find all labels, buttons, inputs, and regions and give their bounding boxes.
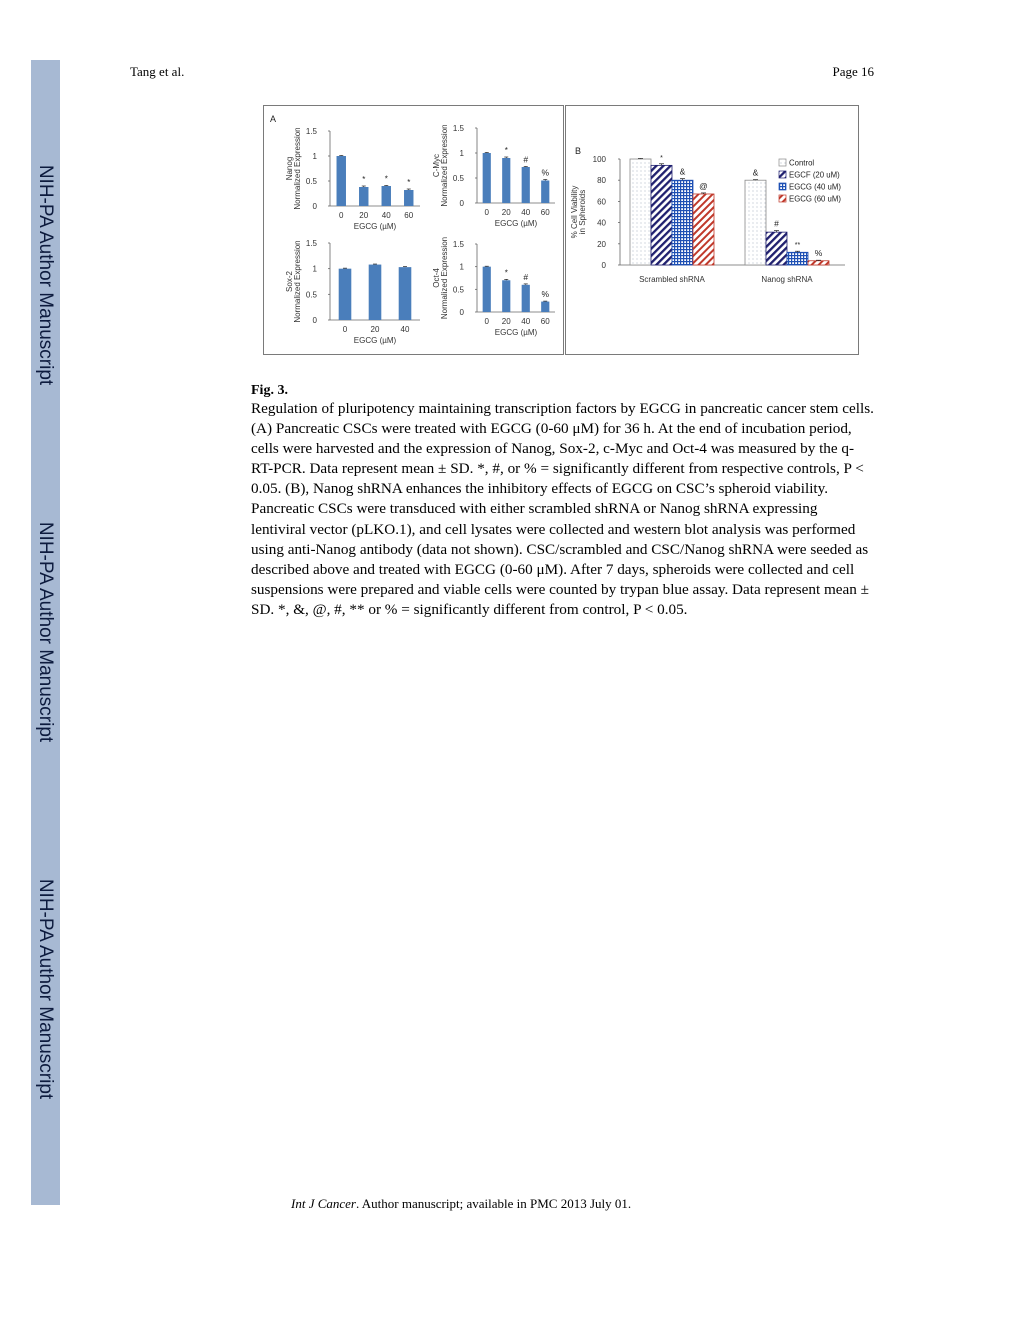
significance-mark: * — [504, 146, 508, 155]
panel-a-label: A — [270, 114, 277, 124]
bar — [522, 167, 530, 203]
x-tick-label: 0 — [339, 211, 344, 220]
x-tick-label: 60 — [404, 211, 414, 220]
y-axis-label-line1: % Cell Viability — [570, 185, 579, 239]
y-axis-label-gene: C-Myc — [432, 153, 441, 178]
y-tick-label: 0.5 — [305, 177, 317, 186]
footer-availability: . Author manuscript; available in PMC 2013 July 01. — [355, 1196, 632, 1211]
legend-swatch — [779, 183, 786, 190]
journal-name: Int J Cancer — [291, 1196, 356, 1211]
x-tick-label: 20 — [359, 211, 369, 220]
running-head-author: Tang et al. — [130, 64, 185, 79]
y-tick-label: 1 — [459, 149, 464, 158]
legend-label: EGCG (60 uM) — [789, 194, 841, 204]
y-tick-label: 1.5 — [305, 239, 317, 248]
bar — [399, 267, 412, 320]
significance-mark: * — [407, 178, 411, 187]
significance-mark: % — [814, 248, 823, 259]
bar — [369, 265, 382, 320]
y-tick-label: 0.5 — [305, 290, 317, 300]
y-tick-label: 60 — [597, 197, 606, 207]
y-tick-label: 40 — [597, 218, 606, 228]
figure-label: Fig. 3. — [251, 383, 288, 398]
y-axis-label-metric: Normalized Expression — [440, 236, 449, 320]
x-tick-label: 0 — [484, 208, 489, 217]
x-axis-label: EGCG (µM) — [494, 328, 538, 337]
x-tick-label: 20 — [501, 317, 511, 326]
y-axis-label-gene: Oct-4 — [432, 268, 441, 288]
bar — [766, 232, 787, 265]
category-label: Nanog shRNA — [761, 275, 813, 284]
x-tick-label: 60 — [540, 208, 550, 217]
bar — [382, 186, 391, 206]
figure-3 — [263, 105, 860, 356]
y-tick-label: 20 — [597, 239, 606, 249]
bar — [630, 159, 651, 265]
category-label: Scrambled shRNA — [639, 275, 705, 284]
significance-mark: % — [541, 167, 550, 178]
significance-mark: & — [752, 167, 759, 178]
bar — [337, 156, 346, 206]
bar — [502, 158, 510, 203]
bar — [787, 252, 808, 265]
legend-swatch — [779, 171, 786, 178]
x-tick-label: 40 — [521, 208, 531, 217]
significance-mark: * — [384, 174, 388, 184]
y-tick-label: 0 — [459, 308, 464, 317]
legend-swatch — [779, 159, 786, 166]
panel-a-frame — [264, 106, 564, 355]
x-axis-label: EGCG (µM) — [353, 222, 397, 231]
y-tick-label: 1 — [312, 152, 317, 161]
significance-mark: * — [362, 175, 366, 184]
legend-label: EGCG (40 uM) — [789, 182, 841, 192]
x-tick-label: 0 — [342, 325, 348, 334]
y-tick-label: 100 — [592, 155, 606, 164]
bar — [541, 302, 549, 312]
panel-b-label: B — [575, 146, 582, 156]
y-tick-label: 1.5 — [452, 240, 464, 249]
x-tick-label: 40 — [400, 325, 410, 334]
significance-mark: * — [504, 268, 508, 278]
bar — [672, 180, 693, 265]
significance-mark: * — [660, 154, 663, 162]
x-tick-label: 20 — [501, 208, 511, 217]
x-axis-label: EGCG (µM) — [353, 336, 397, 345]
y-tick-label: 0.5 — [452, 285, 464, 295]
y-axis-label-metric: Normalized Expression — [293, 127, 302, 210]
y-tick-label: 0.5 — [452, 174, 464, 183]
significance-mark: @ — [699, 180, 708, 191]
y-tick-label: 0 — [601, 261, 606, 270]
x-tick-label: 40 — [521, 317, 531, 326]
significance-mark: # — [523, 271, 529, 282]
y-tick-label: 1 — [459, 262, 464, 272]
legend-swatch — [779, 195, 786, 202]
y-axis-label-gene: Sox-2 — [285, 271, 294, 292]
bar — [502, 280, 510, 312]
x-tick-label: 60 — [540, 317, 550, 326]
significance-mark: # — [523, 154, 529, 165]
bar — [745, 180, 766, 265]
y-tick-label: 80 — [597, 176, 606, 186]
bar — [483, 267, 491, 312]
legend-label: EGCF (20 uM) — [789, 170, 840, 180]
bar — [339, 269, 352, 320]
y-axis-label-gene: Nanog — [285, 156, 294, 181]
y-axis-label-line2: in Spheroids — [578, 189, 587, 235]
x-axis-label: EGCG (µM) — [494, 219, 538, 228]
legend-label: Control — [789, 158, 815, 168]
footer-citation — [291, 1196, 631, 1212]
bar — [483, 153, 491, 203]
y-tick-label: 1.5 — [452, 124, 464, 133]
bar — [651, 165, 672, 265]
y-axis-label-metric: Normalized Expression — [293, 240, 302, 323]
bar — [693, 194, 714, 265]
bar — [541, 181, 549, 204]
bar — [404, 190, 413, 206]
significance-mark: % — [541, 289, 550, 300]
y-tick-label: 0 — [312, 202, 317, 211]
x-tick-label: 40 — [381, 211, 391, 220]
x-tick-label: 20 — [370, 325, 380, 334]
y-tick-label: 0 — [312, 316, 317, 325]
bar — [522, 285, 530, 312]
bar — [359, 187, 368, 206]
y-tick-label: 1.5 — [305, 127, 317, 136]
significance-mark: # — [774, 218, 779, 229]
figure-caption: Regulation of pluripotency maintaining transcription factors by EGCG in pancreatic cancer stem cells. (A) Pancreatic CSCs were treated with EGCG (0-60 μM) for 36 h. At the end of incubation period, cells were harvested and the expression of Nanog, Sox-2, c-Myc and Oct-4 was measured by the q-RT-PCR. Data represent mean ± SD. *, #, or % = significantly different from respective controls, P < 0.05. (B), Nanog shRNA enhances the inhibitory effects of EGCG on CSC’s spheroid viability. Pancreatic CSCs were transduced with either scrambled shRNA or Nanog shRNA expressing lentiviral vector (pLKO.1), and cell lysates were collected and western blot analysis was performed using anti-Nanog antibody (data not shown). CSC/scrambled and CSC/Nanog shRNA were seeded as described above and treated with EGCG (0-60 μM). After 7 days, spheroids were collected and cell suspensions were prepared and viable cells were counted by trypan blue assay. Data represent mean ± SD. *, &, @, #, ** or % = significantly different from control, P < 0.05. — [251, 400, 874, 618]
bar — [808, 261, 829, 265]
figure-svg — [263, 105, 860, 356]
y-tick-label: 0 — [459, 199, 464, 208]
significance-mark: & — [679, 166, 686, 177]
page-number: Page 16 — [832, 64, 874, 79]
y-tick-label: 1 — [312, 264, 317, 274]
y-axis-label-metric: Normalized Expression — [440, 124, 449, 207]
significance-mark: ** — [794, 242, 801, 250]
x-tick-label: 0 — [484, 317, 489, 326]
